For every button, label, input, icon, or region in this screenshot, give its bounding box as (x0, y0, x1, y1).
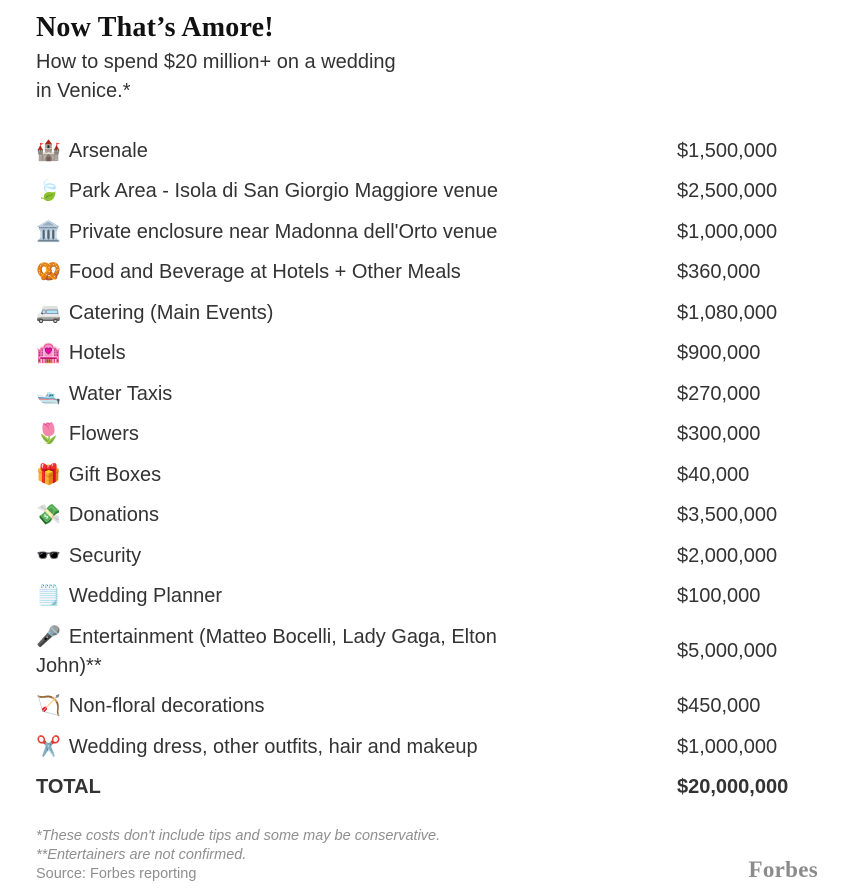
table-row (36, 617, 818, 687)
classical-building-icon: 🏛️ (36, 220, 61, 243)
row-label (36, 218, 551, 247)
table-row (36, 334, 818, 375)
table-row (36, 253, 818, 294)
table-row (36, 536, 818, 577)
total-amount: $20,000,000 (677, 776, 789, 799)
table-row (36, 455, 818, 496)
table-row (36, 293, 818, 334)
row-label-text: Hotels (68, 342, 126, 365)
row-amount: $2,000,000 (677, 544, 778, 567)
table-row (36, 577, 818, 618)
page-title: Now That’s Amore! (36, 12, 274, 43)
table-row (36, 727, 818, 768)
forbes-logo: Forbes (748, 857, 818, 882)
sunglasses-icon: 🕶️ (36, 544, 61, 567)
row-label (36, 420, 551, 449)
page-subtitle: How to spend $20 million+ on a wedding in Venice.* (36, 51, 396, 102)
row-amount: $360,000 (677, 261, 761, 284)
leaf-icon: 🍃 (36, 180, 61, 203)
table-row (36, 415, 818, 456)
table-row (36, 687, 818, 728)
scissors-icon: ✂️ (36, 735, 61, 758)
row-amount: $40,000 (677, 463, 750, 486)
row-amount: $100,000 (677, 585, 761, 608)
row-label-text: Park Area - Isola di San Giorgio Maggiore venue (68, 180, 499, 203)
row-amount: $1,000,000 (677, 220, 778, 243)
bow-and-arrow-icon: 🏹 (36, 695, 61, 718)
row-label-text: Donations (68, 504, 159, 527)
notepad-icon: 🗒️ (36, 585, 61, 608)
footnote-costs: *These costs don't include tips and some may be conservative. (36, 828, 441, 844)
row-amount: $3,500,000 (677, 504, 778, 527)
microphone-icon: 🎤 (36, 625, 61, 648)
row-label (36, 461, 551, 490)
row-label (36, 177, 551, 206)
row-label-text: Catering (Main Events) (68, 301, 274, 324)
table-row (36, 374, 818, 415)
cost-table (36, 131, 818, 808)
row-label (36, 258, 551, 287)
row-amount: $1,000,000 (677, 735, 778, 758)
table-row (36, 131, 818, 172)
row-label-text: Arsenale (68, 139, 148, 162)
footnote-entertainers: **Entertainers are not confirmed. (36, 847, 247, 863)
row-label (36, 542, 551, 571)
money-with-wings-icon: 💸 (36, 504, 61, 527)
row-label (36, 380, 551, 409)
footnotes (36, 827, 440, 884)
row-label-text: Private enclosure near Madonna dell'Orto venue (68, 220, 498, 243)
footer (36, 827, 818, 884)
row-label (36, 692, 551, 721)
row-label-text: Entertainment (Matteo Bocelli, Lady Gaga, Elton John)** (36, 625, 497, 677)
row-label (36, 339, 551, 368)
row-amount: $5,000,000 (677, 640, 778, 663)
row-label (36, 733, 551, 762)
row-label (36, 299, 551, 328)
gift-icon: 🎁 (36, 463, 61, 486)
row-amount: $300,000 (677, 423, 761, 446)
row-label (36, 582, 551, 611)
row-label (36, 137, 551, 166)
castle-icon: 🏰 (36, 139, 61, 162)
pretzel-icon: 🥨 (36, 261, 61, 284)
total-label: TOTAL (36, 776, 101, 799)
row-label-text: Water Taxis (68, 382, 173, 405)
total-row (36, 768, 818, 809)
row-amount: $900,000 (677, 342, 761, 365)
row-label-text: Wedding Planner (68, 585, 222, 608)
table-row (36, 212, 818, 253)
table-row (36, 496, 818, 537)
row-label-text: Flowers (68, 423, 139, 446)
row-label (36, 501, 551, 530)
table-row (36, 172, 818, 213)
hotel-icon: 🏩 (36, 342, 61, 365)
minibus-icon: 🚐 (36, 301, 61, 324)
row-label-text: Food and Beverage at Hotels + Other Meals (68, 261, 461, 284)
row-label-text: Gift Boxes (68, 463, 162, 486)
row-amount: $450,000 (677, 695, 761, 718)
row-label (36, 623, 551, 681)
tulip-icon: 🌷 (36, 423, 61, 446)
row-label-text: Non-floral decorations (68, 695, 265, 718)
row-amount: $1,500,000 (677, 139, 778, 162)
source-line: Source: Forbes reporting (36, 866, 197, 882)
row-label-text: Wedding dress, other outfits, hair and makeup (68, 735, 478, 758)
row-amount: $270,000 (677, 382, 761, 405)
row-amount: $2,500,000 (677, 180, 778, 203)
row-label-text: Security (68, 544, 142, 567)
row-amount: $1,080,000 (677, 301, 778, 324)
motorboat-icon: 🛥️ (36, 382, 61, 405)
